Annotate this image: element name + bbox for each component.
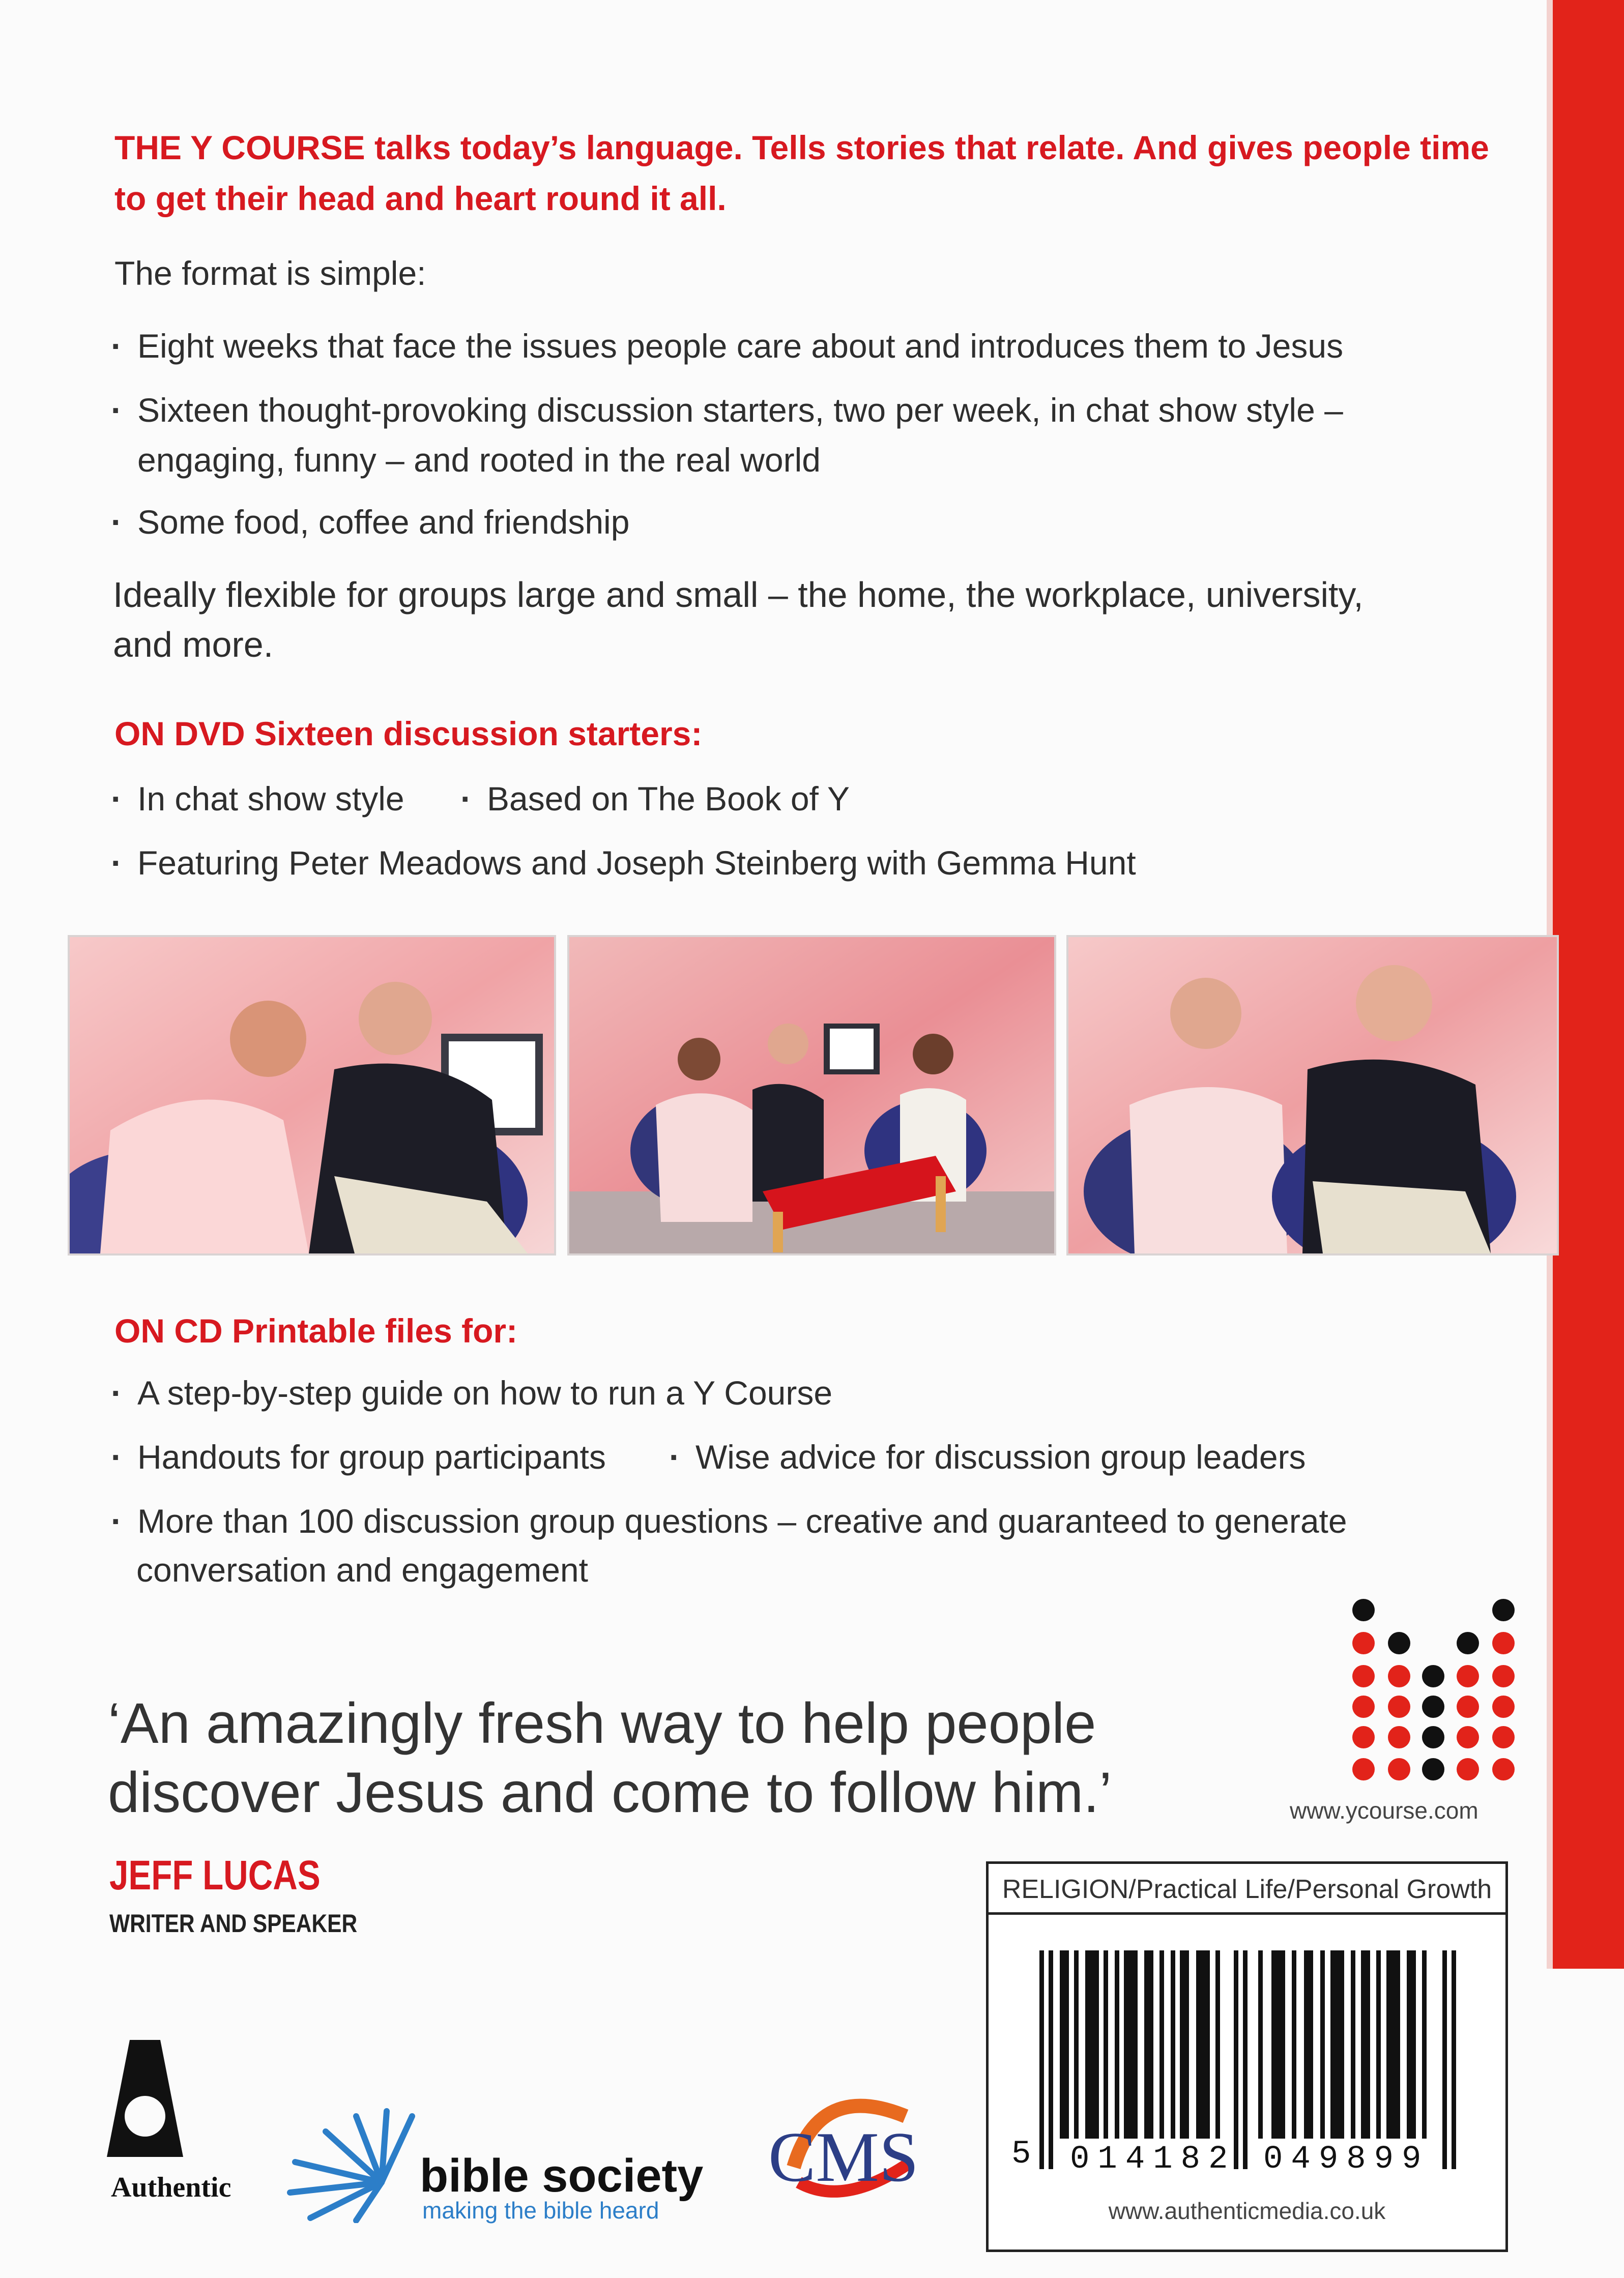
ycourse-url[interactable]: www.ycourse.com [1290,1797,1478,1824]
format-bullet-2-cont: engaging, funny – and rooted in the real world [137,441,821,479]
bible-society-tagline: making the bible heard [422,2197,659,2224]
cms-logo [758,2086,926,2203]
cd-bullet-4-cont: conversation and engagement [136,1551,588,1589]
authentic-a-icon [107,2040,183,2157]
barcode-bars [1039,1950,1457,2169]
cd-bullet-1: · A step-by-step guide on how to run a Y Course [111,1368,832,1417]
bible-society-burst-icon [280,2106,422,2223]
red-spine [1553,0,1624,1969]
dvd-bullet-3: · Featuring Peter Meadows and Joseph Steinberg with Gemma Hunt [111,838,1136,887]
dvd-still-3 [1066,935,1559,1255]
cd-bullet-3: · Wise advice for discussion group leaders [669,1433,1306,1481]
barcode-left-digits: 014182 [1070,2141,1236,2178]
dvd-still-2 [567,935,1056,1255]
format-intro: The format is simple: [114,254,426,292]
barcode-lead-digit: 5 [1011,2136,1031,2173]
cms-label: CMS [768,2118,919,2197]
dvd-bullet-2: · Based on The Book of Y [460,774,850,823]
cd-bullet-2: · Handouts for group participants [111,1433,606,1481]
publisher-url[interactable]: www.authenticmedia.co.uk [1108,2198,1386,2224]
dvd-still-1 [68,935,556,1255]
cd-bullet-4: · More than 100 discussion group questions – creative and guaranteed to generate [111,1497,1347,1545]
logo-dots [1352,1599,1515,1780]
format-bullet-2: · Sixteen thought-provoking discussion starters, two per week, in chat show style – [111,386,1343,434]
ycourse-dot-logo [1348,1592,1521,1796]
lead-paragraph: THE Y COURSE talks today’s language. Tells stories that relate. And gives people time to get their head and heart round it all. [114,129,1489,217]
authentic-label: Authentic [111,2172,231,2203]
barcode-panel [986,1861,1508,2252]
quote-author: JEFF LUCAS [109,1852,321,1899]
endorsement-quote: ‘An amazingly fresh way to help people discover Jesus and come to follow him.’ [108,1691,1112,1824]
barcode-right-digits: 049899 [1263,2141,1430,2178]
flex-line-2: and more. [113,625,274,664]
format-bullet-1: · Eight weeks that face the issues people care about and introduces them to Jesus [111,322,1343,370]
format-bullet-3: · Some food, coffee and friendship [111,498,629,546]
quote-author-role: WRITER AND SPEAKER [109,1909,358,1938]
flex-line-1: Ideally flexible for groups large and small – the home, the workplace, university, [113,575,1364,615]
book-category: RELIGION/Practical Life/Personal Growth [989,1864,1505,1915]
authentic-logo [107,2040,183,2172]
dvd-heading: ON DVD Sixteen discussion starters: [114,715,703,752]
cd-heading: ON CD Printable files for: [114,1312,518,1350]
dvd-bullet-1: · In chat show style [111,774,404,823]
bible-society-label: bible society [420,2150,704,2202]
